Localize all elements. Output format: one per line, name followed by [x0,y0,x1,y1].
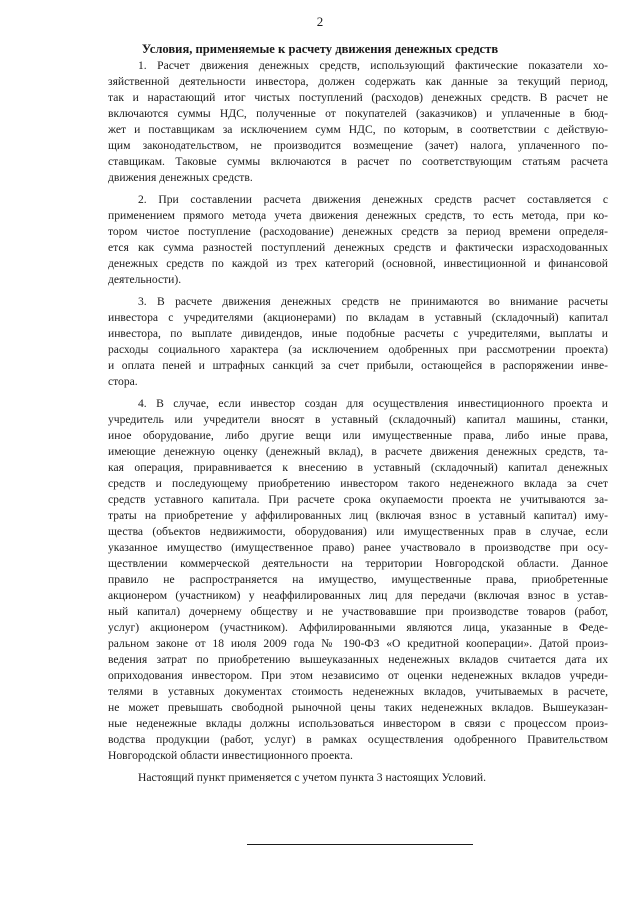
text-line: жет и поставщикам за исключением сумм НДС, по которым, в соответствии с действую- [108,123,608,136]
text-line: так и нарастающий итог чистых поступлений (расходов) денежных средств. В расчет не [108,91,608,104]
text-line: ставщикам. Таковые суммы включаются в расчет по соответствующим статьям расчета [108,155,608,168]
text-line: правило не распространяется на имущество, имущественные права, приобретенные [108,573,608,586]
text-line: ные неденежные вклады должны использоваться инвестором в связи с процессом произ- [108,717,608,730]
text-line: 3. В расчете движения денежных средств не принимаются во внимание расчеты [138,295,608,308]
text-line: инвестора, по выплате дивидендов, иные подобные расчеты с учредителями, выплаты и [108,327,608,340]
text-line: движения денежных средств. [108,171,253,184]
text-line: акционером (участником) у неаффилированных лиц для передачи (включая взнос в устав- [108,589,608,602]
text-line: применением прямого метода учета движения денежных средств, то есть метода, при ко- [108,209,608,222]
text-line: включаются суммы НДС, полученные от покупателей (заказчиков) и уплаченные в бюд- [108,107,608,120]
document-body [108,58,608,786]
text-line: ральном законе от 18 июля 2009 года № 190-ФЗ «О кредитной кооперации». Датой произ- [108,637,608,650]
text-line: 2. При составлении расчета движения денежных средств расчет составляется с [138,193,608,206]
text-line: 1. Расчет движения денежных средств, использующий фактические показатели хо- [138,59,608,72]
text-line: указанное имущество (имущественное право) ранее участвовало в производстве при осу- [108,541,608,554]
text-line: инвестора с учредителями (акционерами) по вкладам в уставный (складочный) капитал [108,311,608,324]
text-line: средств уставного капитала. При расчете срока окупаемости проекта не учитываются за- [108,493,608,506]
text-line: не может превышать свободной рыночной цены таких неденежных вкладов. Вышеуказан- [108,701,608,714]
text-line: Настоящий пункт применяется с учетом пункта 3 настоящих Условий. [138,771,486,784]
text-line: учредитель или учредители вносят в уставный (складочный) капитал машины, станки, [108,413,608,426]
text-line: ведения затрат по приобретению вышеуказанных неденежных вкладов считается дата их [108,653,608,666]
paragraph [108,58,608,186]
text-line: денежных средств по каждой из трех категорий (основной, инвестиционной и финансовой [108,257,608,270]
text-line: Новгородской области инвестиционного проекта. [108,749,353,762]
text-line: ный капитал) дочернему обществу и не участвовавшие при производстве товаров (работ, [108,605,608,618]
text-line: тором чистое поступление (расходование) денежных средств за период времени определя- [108,225,608,238]
text-line: кая операция, приравнивается к внесению в уставный (складочный) капитал денежных [108,461,608,474]
document-title: Условия, применяемые к расчету движения денежных средств [141,42,499,56]
text-line: оприходования инвестором. При этом независимо от оценки неденежных вкладов учреди- [108,669,608,682]
text-line: ществлении коммерческой деятельности на территории Новгородской области. Данное [108,557,608,570]
text-line: и оплата пеней и штрафных санкций за счет прибыли, остающейся в распоряжении инве- [108,359,608,372]
text-line: водства продукции (работ, услуг) в рамках осуществления одобренного Правительством [108,733,608,746]
paragraph [108,192,608,288]
text-line: деятельности). [108,273,182,286]
text-line: 4. В случае, если инвестор создан для осуществления инвестиционного проекта и [138,397,608,410]
page-number: 2 [316,14,324,29]
closing-rule [247,844,473,845]
paragraph [108,294,608,390]
text-line: зяйственной деятельности инвестора, должен содержать как данные за текущий период, [108,75,608,88]
text-line: услуг) акционером (участником). Аффилированными являются лица, указанные в Феде- [108,621,608,634]
text-line: расходы социального характера (за исключением одобренных при рассмотрении проекта) [108,343,608,356]
text-line: средств и последующему приобретению инвестором такого неденежного вклада за счет [108,477,608,490]
paragraph [108,396,608,764]
text-line: щим законодательством, не производится возмещение (зачет) налога, уплаченного по- [108,139,608,152]
text-line: траты на приобретение у аффилированных лиц (включая взнос в уставный капитал) иму- [108,509,608,522]
text-line: ется как сумма разностей поступлений денежных средств и фактически израсходованных [108,241,608,254]
text-line: щества (объектов недвижимости, оборудования) или имущественных прав в случае, если [108,525,608,538]
paragraph [108,770,608,786]
text-line: телями в уставных документах стоимость неденежных вкладов, учитываемых в расчете, [108,685,608,698]
text-line: стора. [108,375,138,388]
text-line: имеющие денежную оценку (денежный вклад), в расчете движения денежных средств, та- [108,445,608,458]
text-line: иное оборудование, либо другие вещи или имущественные права, либо иные права, [108,429,608,442]
